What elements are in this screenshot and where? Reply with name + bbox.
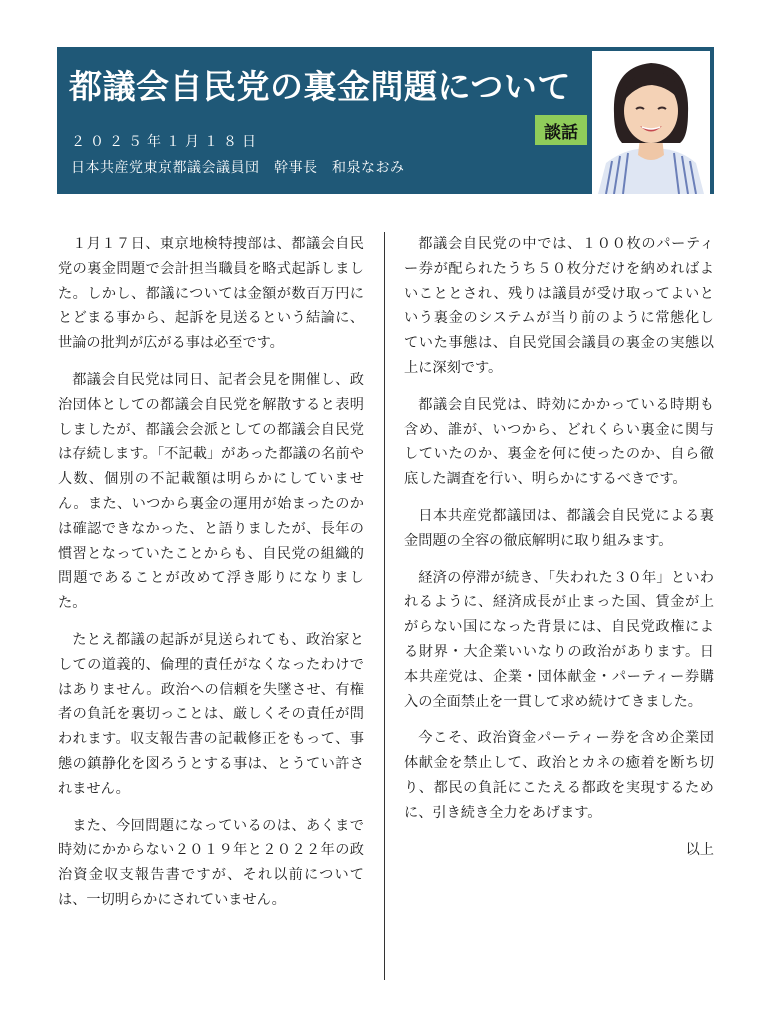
closing-remark: 以上 [685, 841, 714, 858]
right-column [404, 232, 714, 862]
paragraph: 今こそ、政治資金パーティー券を含め企業団体献金を禁止して、政治とカネの癒着を断ち切り、都民の負託にこたえる都政を実現するために、引き続き全力をあげます。 [404, 730, 714, 821]
paragraph: 日本共産党都議団は、都議会自民党による裏金問題の全容の徹底解明に取り組みます。 [404, 507, 714, 549]
paragraph: 経済の停滞が続き、「失われた３０年」といわれるように、経済成長が止まった国、賃金が上がらない国になった背景には、自民党政権による財界・大企業いいなりの政治があります。日本共産党は、企業・団体献金・パーティー券購入の全面禁止を一貫して求め続けてきました。 [404, 569, 714, 710]
paragraph: また、今回問題になっているのは、あくまで時効にかからない２０１９年と２０２２年の政治資金収支報告書ですが、それ以前については、一切明らかにされていません。 [58, 817, 364, 908]
paragraph: たとえ都議の起訴が見送られても、政治家としての道義的、倫理的責任がなくなったわけではありません。政治への信頼を失墜させ、有権者の負託を裏切っことは、厳しくその責任が問われます。収支報告書の記載修正をもって、事態の鎮静化を図ろうとする事は、とうてい許されません。 [58, 631, 364, 797]
statement-author: 日本共産党東京都議会議員団 幹事長 和泉なおみ [71, 160, 405, 176]
paragraph: １月１７日、東京地検特捜部は、都議会自民党の裏金問題で会計担当職員を略式起訴しました。しかし、都議については金額が数百万円にとどまる事から、起訴を見送るという結論に、世論の批判が広がる事は必至です。 [58, 236, 364, 352]
left-column [58, 232, 364, 925]
statement-date: ２０２５年１月１８日 [71, 134, 261, 150]
author-portrait [592, 51, 710, 194]
page-title: 都議会自民党の裏金問題について [69, 67, 571, 106]
header-banner [57, 47, 714, 194]
statement-badge: 談話 [535, 115, 587, 145]
paragraph: 都議会自民党の中では、１００枚のパーティー券が配られたうち５０枚分だけを納めればよいこととされ、残りは議員が受け取ってよいという裏金のシステムが当り前のように常態化していた事態は、自民党国会議員の裏金の実態以上に深刻です。 [404, 236, 714, 376]
paragraph: 都議会自民党は、時効にかかっている時期も含め、誰が、いつから、どれくらい裏金に関与していたのか、裏金を何に使ったのか、自ら徹底した調査を行い、明らかにするべきです。 [404, 396, 714, 488]
paragraph: 都議会自民党は同日、記者会見を開催し、政治団体としての都議会自民党を解散すると表明しましたが、都議会会派としての都議会自民党は存続します。「不記載」があった都議の名前や人数、個別の不記載額は明らかにしていません。また、いつから裏金の運用が始まったのかは確認できなかった、と語りましたが、長年の慣習となっていたことからも、自民党の組織的問題であることが改めて浮き彫りになりました。 [58, 371, 364, 612]
column-divider [384, 232, 385, 980]
